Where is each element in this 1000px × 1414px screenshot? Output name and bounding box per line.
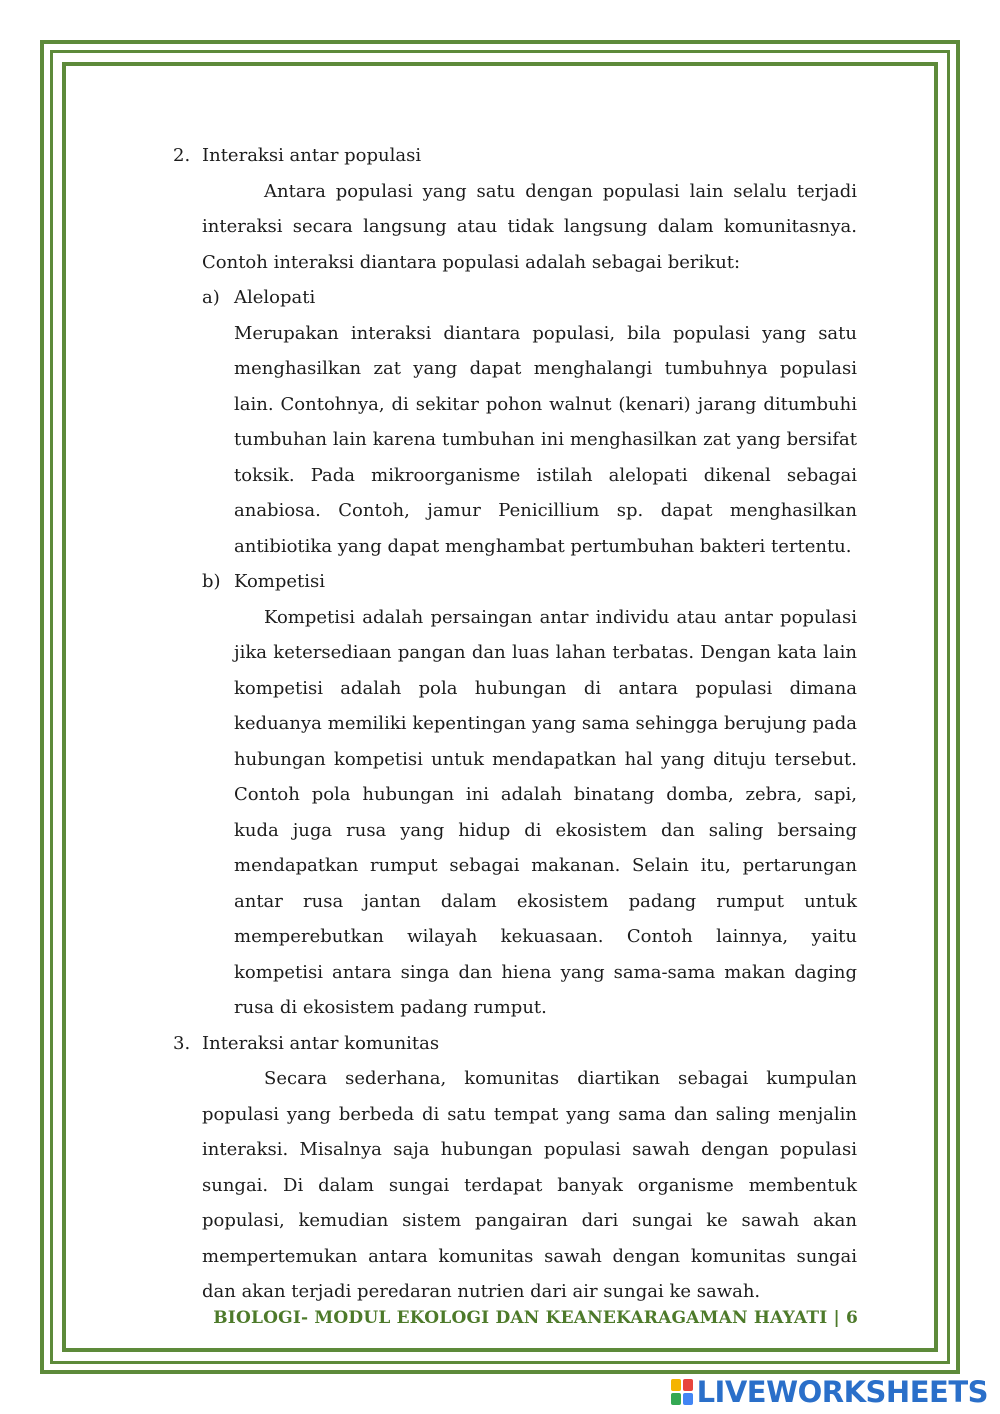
item-b-heading <box>202 564 857 600</box>
section-2-heading <box>173 138 857 174</box>
document-body <box>173 138 857 1310</box>
item-a-heading <box>202 280 857 316</box>
section-2-intro: Antara populasi yang satu dengan populasi lain selalu terjadi interaksi secara langsung atau tidak langsung dalam komunitasnya. Contoh interaksi diantara populasi adalah sebagai berikut: <box>202 180 857 273</box>
item-a-letter: a) <box>202 287 220 308</box>
item-b-title: Kompetisi <box>234 571 326 592</box>
item-b-letter: b) <box>202 571 221 592</box>
item-b-text: Kompetisi adalah persaingan antar individu atau antar populasi jika ketersediaan pangan dan luas lahan terbatas. Dengan kata lain kompetisi adalah pola hubungan di antara populasi dimana keduanya memiliki kepentingan yang sama sehingga berujung pada hubungan kompetisi untuk mendapatkan hal yang dituju tersebut. Contoh pola hubungan ini adalah binatang domba, zebra, sapi, kuda juga rusa yang hidup di ekosistem dan saling bersaing mendapatkan rumput sebagai makanan. Selain itu, pertarungan antar rusa jantan dalam ekosistem padang rumput untuk memperebutkan wilayah kekuasaan. Contoh lainnya, yaitu kompetisi antara singa dan hiena yang sama-sama makan daging rusa di ekosistem padang rumput. <box>234 606 857 1018</box>
section-3-title: Interaksi antar komunitas <box>202 1032 440 1054</box>
section-2-title: Interaksi antar populasi <box>202 145 422 166</box>
section-3-heading <box>173 1026 857 1062</box>
page-footer: BIOLOGI- MODUL EKOLOGI DAN KEANEKARAGAMAN HAYATI | 6 <box>213 1308 858 1328</box>
section-2-number: 2. <box>173 145 191 166</box>
item-a-title: Alelopati <box>234 287 316 308</box>
item-a-text: Merupakan interaksi diantara populasi, bila populasi yang satu menghasilkan zat yang dapat menghalangi tumbuhnya populasi lain. Contohnya, di sekitar pohon walnut (kenari) jarang ditumbuhi tumbuhan lain karena tumbuhan ini menghasilkan zat yang bersifat toksik. Pada mikroorganisme istilah alelopati dikenal sebagai anabiosa. Contoh, jamur Penicillium sp. dapat menghasilkan antibiotika yang dapat menghambat pertumbuhan bakteri tertentu. <box>234 322 857 557</box>
liveworksheets-wordmark: LIVEWORKSHEETS <box>696 1375 988 1409</box>
section-3-number: 3. <box>173 1032 191 1054</box>
liveworksheets-logo-icon <box>671 1379 693 1405</box>
section-3-text: Secara sederhana, komunitas diartikan sebagai kumpulan populasi yang berbeda di satu tempat yang sama dan saling menjalin interaksi. Misalnya saja hubungan populasi sawah dengan populasi sungai. Di dalam sungai terdapat banyak organisme membentuk populasi, kemudian sistem pangairan dari sungai ke sawah akan mempertemukan antara komunitas sawah dengan komunitas sungai dan akan terjadi peredaran nutrien dari air sungai ke sawah. <box>202 1068 857 1302</box>
liveworksheets-watermark[interactable] <box>671 1374 988 1410</box>
